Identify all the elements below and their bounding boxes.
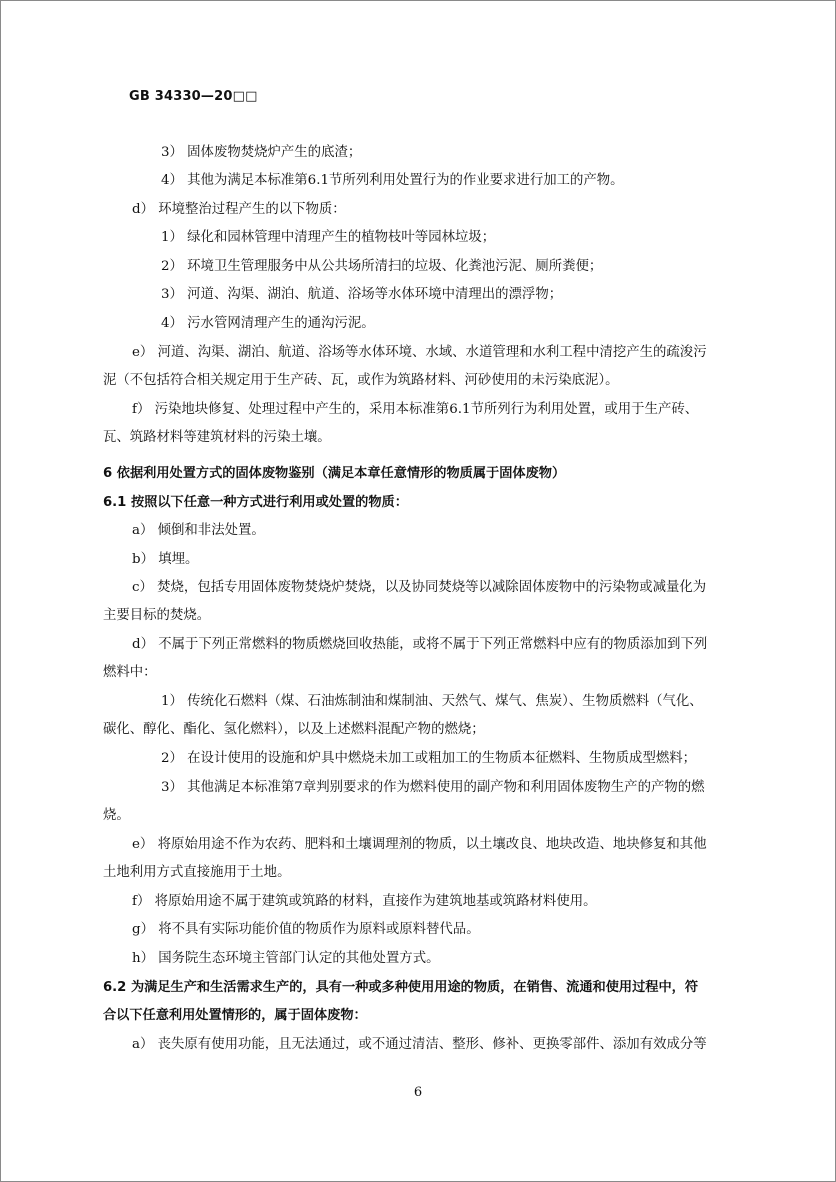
- list-item-continuation: 主要目标的焚烧。: [103, 608, 211, 623]
- list-item: 3） 其他满足本标准第7章判别要求的作为燃料使用的副产物和利用固体废物生产的产物的燃: [161, 780, 705, 795]
- list-item: d） 环境整治过程产生的以下物质：: [132, 202, 346, 217]
- list-item-continuation: 碳化、醇化、酯化、氢化燃料），以及上述燃料混配产物的燃烧；: [103, 722, 485, 737]
- list-item-continuation: 泥（不包括符合相关规定用于生产砖、瓦，或作为筑路材料、河砂使用的未污染底泥）。: [103, 373, 619, 388]
- subsection-heading-6-2: 6.2 为满足生产和生活需求生产的，具有一种或多种使用用途的物质，在销售、流通和使用过程中，符: [103, 980, 699, 995]
- list-item: 3） 河道、沟渠、湖泊、航道、浴场等水体环境中清理出的漂浮物；: [161, 287, 563, 302]
- subsection-heading-6-1: 6.1 按照以下任意一种方式进行利用或处置的物质：: [103, 495, 408, 510]
- list-item: e） 将原始用途不作为农药、肥料和土壤调理剂的物质，以土壤改良、地块改造、地块修复和其他: [132, 837, 707, 852]
- list-item-continuation: 瓦、筑路材料等建筑材料的污染土壤。: [103, 430, 331, 445]
- list-item: 1） 绿化和园林管理中清理产生的植物枝叶等园林垃圾；: [161, 230, 496, 245]
- list-item: 4） 其他为满足本标准第6.1节所列利用处置行为的作业要求进行加工的产物。: [161, 173, 624, 188]
- list-item-continuation: 烧。: [103, 808, 130, 823]
- list-item: c） 焚烧，包括专用固体废物焚烧炉焚烧，以及协同焚烧等以减除固体废物中的污染物或减量化为: [132, 580, 707, 595]
- list-item-continuation: 土地利用方式直接施用于土地。: [103, 865, 291, 880]
- list-item: 2） 在设计使用的设施和炉具中燃烧未加工或粗加工的生物质本征燃料、生物质成型燃料；: [161, 751, 697, 766]
- standard-code-header: GB 34330—20□□: [129, 89, 258, 104]
- page-number: 6: [413, 1085, 423, 1100]
- subsection-heading-6-2-continuation: 合以下任意利用处置情形的，属于固体废物：: [103, 1008, 367, 1023]
- list-item: g） 将不具有实际功能价值的物质作为原料或原料替代品。: [132, 922, 480, 937]
- list-item: a） 倾倒和非法处置。: [132, 523, 265, 538]
- list-item: h） 国务院生态环境主管部门认定的其他处置方式。: [132, 951, 440, 966]
- list-item: 4） 污水管网清理产生的通沟污泥。: [161, 316, 375, 331]
- list-item: f） 将原始用途不属于建筑或筑路的材料，直接作为建筑地基或筑路材料使用。: [132, 894, 597, 909]
- list-item: a） 丧失原有使用功能，且无法通过，或不通过清洁、整形、修补、更换零部件、添加有效成分等: [132, 1037, 707, 1052]
- list-item: d） 不属于下列正常燃料的物质燃烧回收热能，或将不属于下列正常燃料中应有的物质添加到下列: [132, 637, 708, 652]
- section-heading-6: 6 依据利用处置方式的固体废物鉴别（满足本章任意情形的物质属于固体废物）: [103, 466, 566, 481]
- list-item-continuation: 燃料中：: [103, 665, 157, 680]
- list-item: f） 污染地块修复、处理过程中产生的，采用本标准第6.1节所列行为利用处置，或用于生产砖、: [132, 402, 699, 417]
- list-item: 1） 传统化石燃料（煤、石油炼制油和煤制油、天然气、煤气、焦炭）、生物质燃料（气化、: [161, 694, 703, 709]
- list-item: 3） 固体废物焚烧炉产生的底渣；: [161, 145, 362, 160]
- list-item: 2） 环境卫生管理服务中从公共场所清扫的垃圾、化粪池污泥、厕所粪便；: [161, 259, 603, 274]
- list-item: e） 河道、沟渠、湖泊、航道、浴场等水体环境、水域、水道管理和水利工程中清挖产生的疏浚污: [132, 345, 707, 360]
- list-item: b） 填埋。: [132, 552, 199, 567]
